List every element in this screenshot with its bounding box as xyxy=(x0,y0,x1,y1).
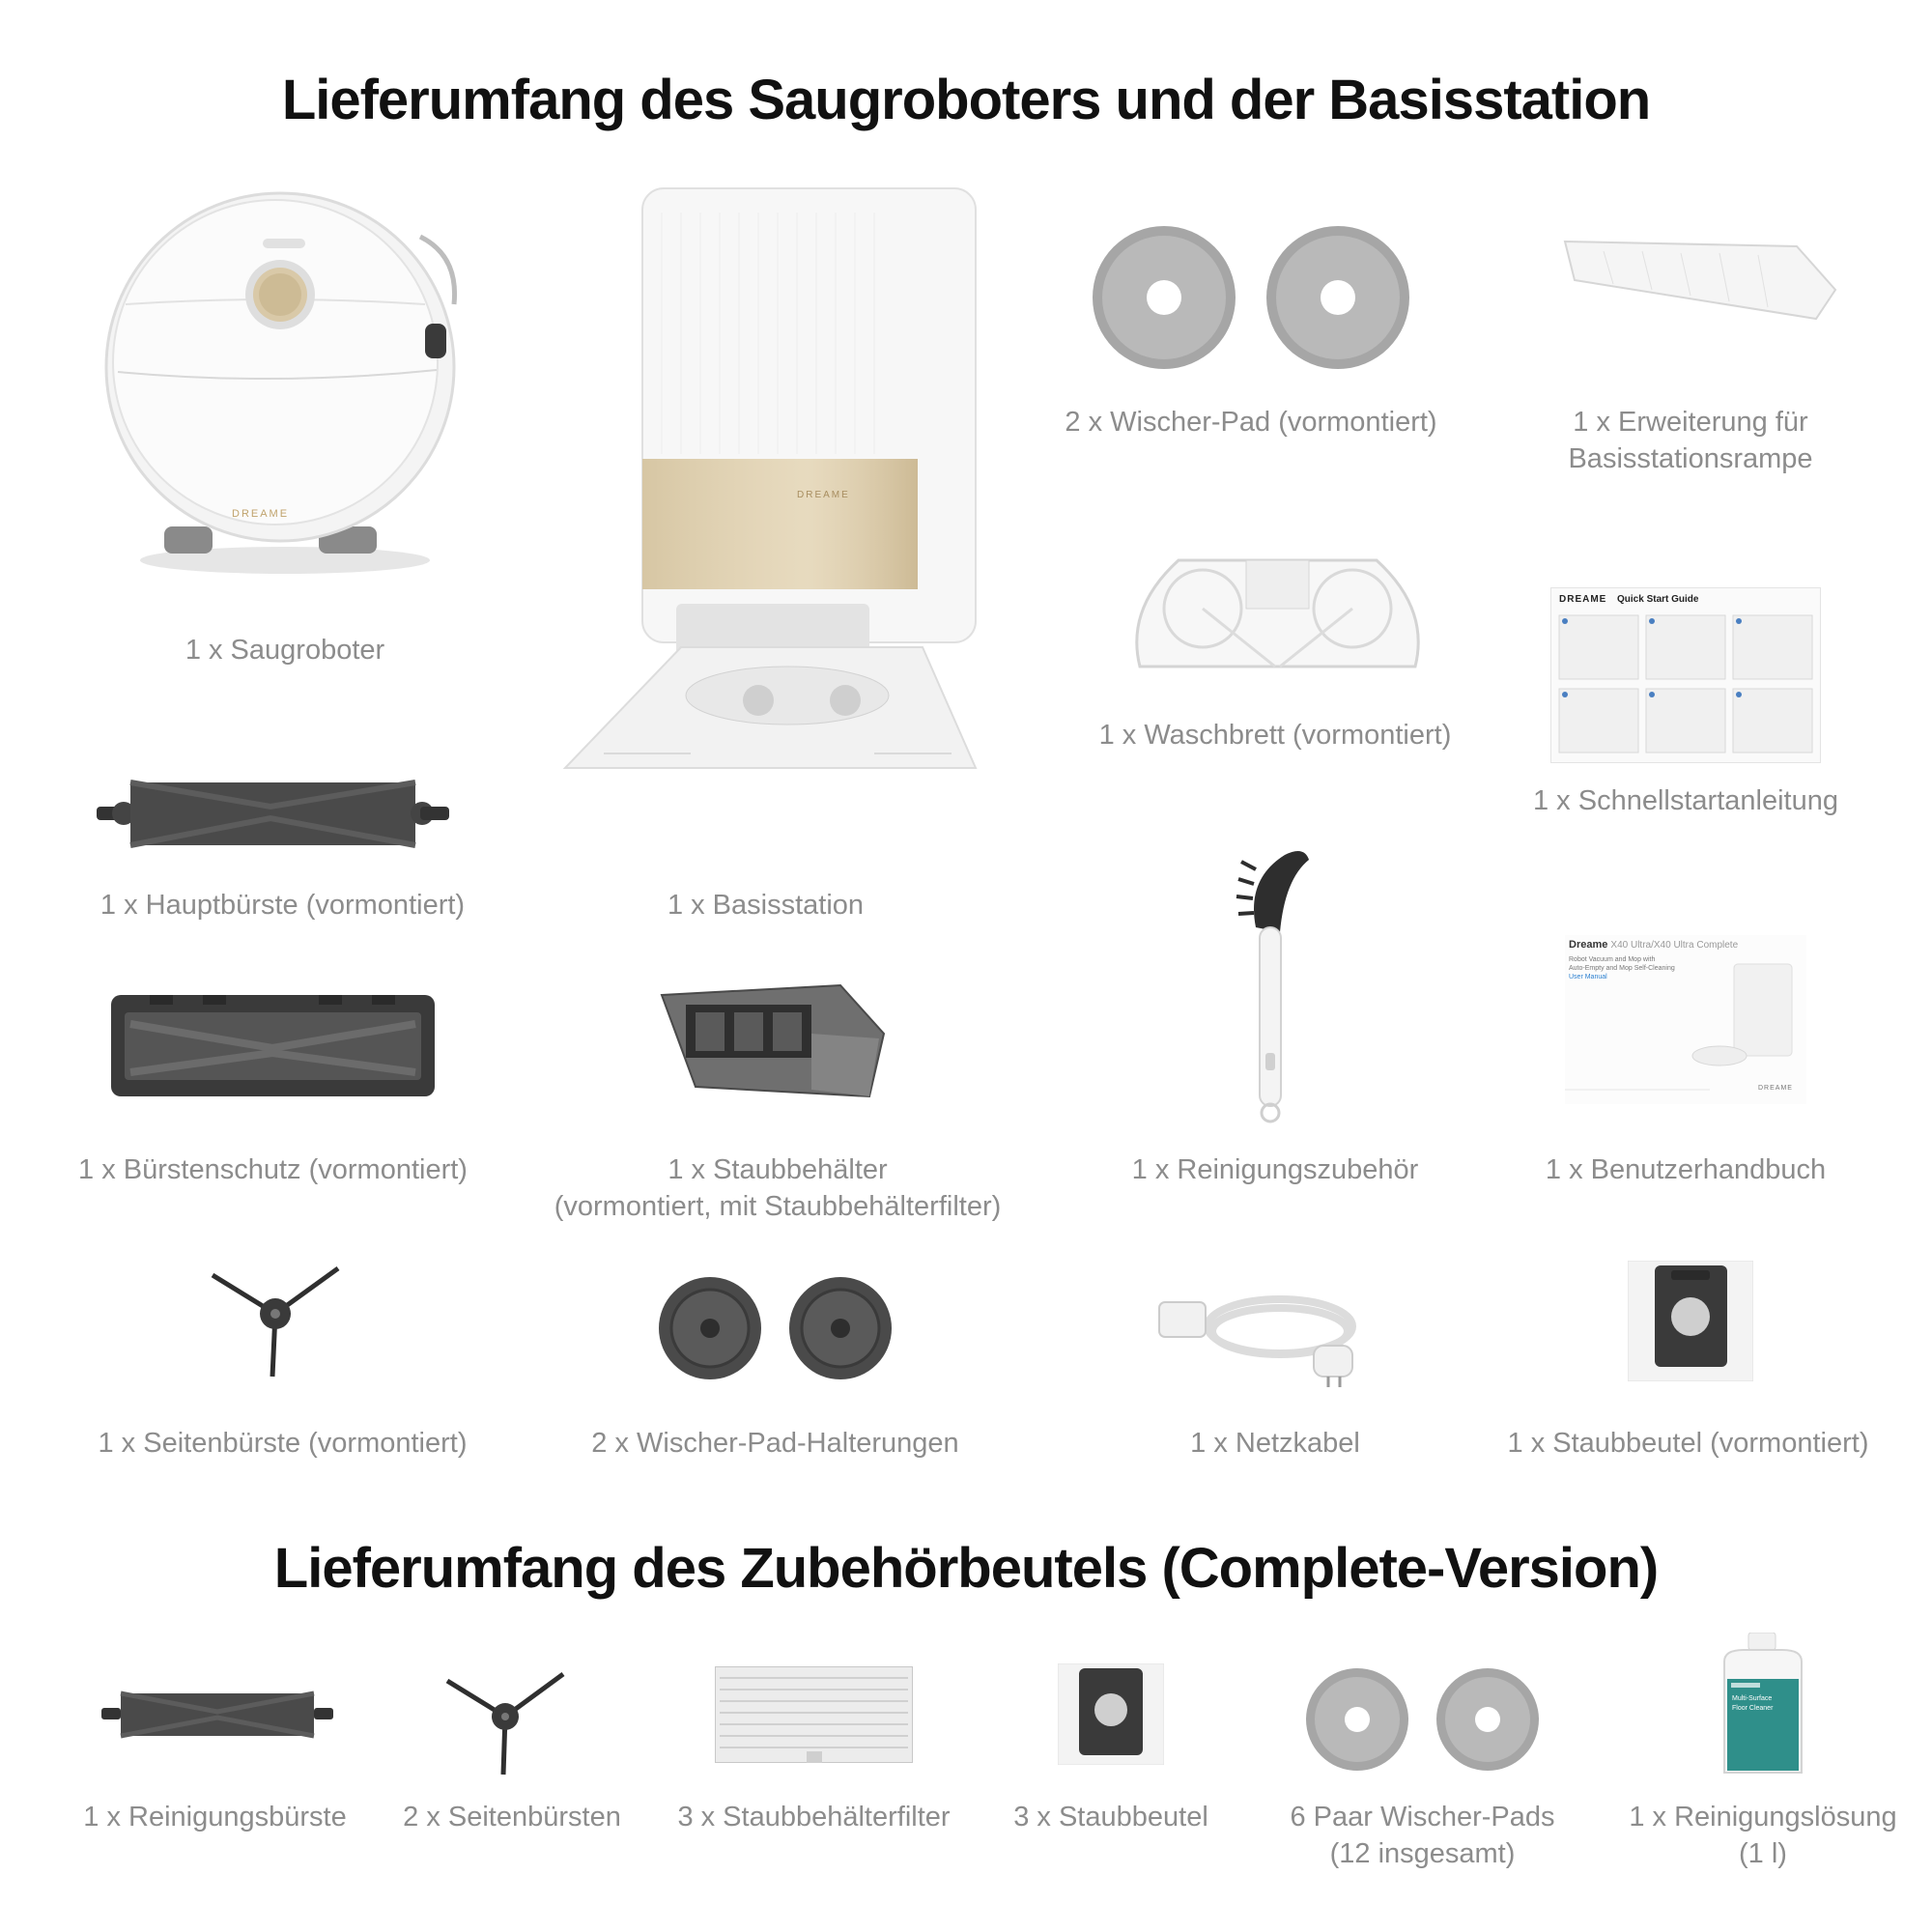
cleaning-tool-image xyxy=(1227,840,1323,1130)
caption-base-station: 1 x Basisstation xyxy=(667,890,865,921)
power-cable-image xyxy=(1154,1273,1362,1389)
manual-footer-brand: DREAME xyxy=(1758,1085,1793,1092)
bottle-label-2: Floor Cleaner xyxy=(1732,1705,1774,1712)
caption-acc-solution: 1 x Reinigungslösung xyxy=(1629,1802,1897,1833)
caption-mop-pads: 2 x Wischer-Pad (vormontiert) xyxy=(1065,407,1437,438)
caption-ramp-extension: 1 x Erweiterung für Basisstationsrampe xyxy=(1568,407,1813,474)
user-manual-image xyxy=(1565,935,1806,1104)
base-brand-text: DREAME xyxy=(797,490,850,500)
caption-acc-side-brushes: 2 x Seitenbürsten xyxy=(403,1802,621,1833)
caption-washboard: 1 x Waschbrett (vormontiert) xyxy=(1098,720,1452,751)
manual-brand: Dreame xyxy=(1569,939,1608,951)
caption-acc-mop-pairs: 6 Paar Wischer-Pads xyxy=(1290,1802,1555,1833)
caption-brush-guard: 1 x Bürstenschutz (vormontiert) xyxy=(78,1154,468,1185)
robot-brand-text: DREAME xyxy=(232,508,290,520)
caption-power-cable: 1 x Netzkabel xyxy=(1190,1428,1360,1459)
caption-dustbin-sub: (vormontiert, mit Staubbehälterfilter) xyxy=(554,1191,1002,1222)
quick-start-brand: DREAME xyxy=(1559,594,1607,605)
caption-acc-solution-sub: (1 l) xyxy=(1739,1838,1787,1869)
acc-cleaning-brush-image xyxy=(101,1690,333,1739)
acc-side-brushes-image xyxy=(440,1666,570,1777)
quick-start-guide-image xyxy=(1550,587,1821,763)
caption-quick-start: 1 x Schnellstartanleitung xyxy=(1533,785,1838,816)
caption-acc-filters: 3 x Staubbehälterfilter xyxy=(677,1802,951,1833)
bottle-label-1: Multi-Surface xyxy=(1732,1695,1773,1702)
manual-link: User Manual xyxy=(1569,974,1607,980)
caption-user-manual: 1 x Benutzerhandbuch xyxy=(1545,1154,1827,1185)
manual-desc1: Robot Vacuum and Mop with xyxy=(1569,956,1656,963)
quick-start-title: Quick Start Guide xyxy=(1617,594,1699,605)
mop-holders-image xyxy=(657,1275,894,1381)
dust-bag-image xyxy=(1628,1261,1753,1381)
caption-dustbin: 1 x Staubbehälter xyxy=(668,1154,888,1185)
robot-vacuum-image xyxy=(87,179,483,584)
caption-mop-holders: 2 x Wischer-Pad-Halterungen xyxy=(591,1428,959,1459)
caption-cleaning-tool: 1 x Reinigungszubehör xyxy=(1131,1154,1419,1185)
main-brush-image xyxy=(97,778,449,850)
caption-dust-bag: 1 x Staubbeutel (vormontiert) xyxy=(1507,1428,1869,1459)
main-heading: Lieferumfang des Saugroboters und der Basisstation xyxy=(281,69,1651,131)
dustbin-image xyxy=(657,976,894,1106)
side-brush-image xyxy=(203,1261,348,1381)
caption-main-brush: 1 x Hauptbürste (vormontiert) xyxy=(99,890,466,921)
caption-acc-dust-bags: 3 x Staubbeutel xyxy=(1013,1802,1208,1833)
ramp-extension-image xyxy=(1546,222,1840,328)
manual-model: X40 Ultra/X40 Ultra Complete xyxy=(1610,940,1739,951)
acc-mop-pads-image xyxy=(1304,1666,1541,1773)
caption-acc-mop-pairs-sub: (12 insgesamt) xyxy=(1329,1838,1516,1869)
acc-filter-image xyxy=(715,1666,913,1763)
brush-guard-image xyxy=(111,995,435,1096)
washboard-image xyxy=(1121,531,1435,681)
acc-dust-bags-image xyxy=(1058,1663,1164,1765)
caption-robot: 1 x Saugroboter xyxy=(185,635,385,666)
accessories-heading: Lieferumfang des Zubehörbeutels (Complete-Version) xyxy=(273,1537,1659,1600)
mop-pads-image xyxy=(1087,220,1415,375)
manual-desc2: Auto-Empty and Mop Self-Cleaning xyxy=(1569,965,1675,972)
caption-acc-cleaning-brush: 1 x Reinigungsbürste xyxy=(83,1802,347,1833)
caption-side-brush: 1 x Seitenbürste (vormontiert) xyxy=(98,1428,468,1459)
acc-cleaning-solution-image xyxy=(1710,1633,1816,1777)
base-station-image xyxy=(536,184,995,836)
